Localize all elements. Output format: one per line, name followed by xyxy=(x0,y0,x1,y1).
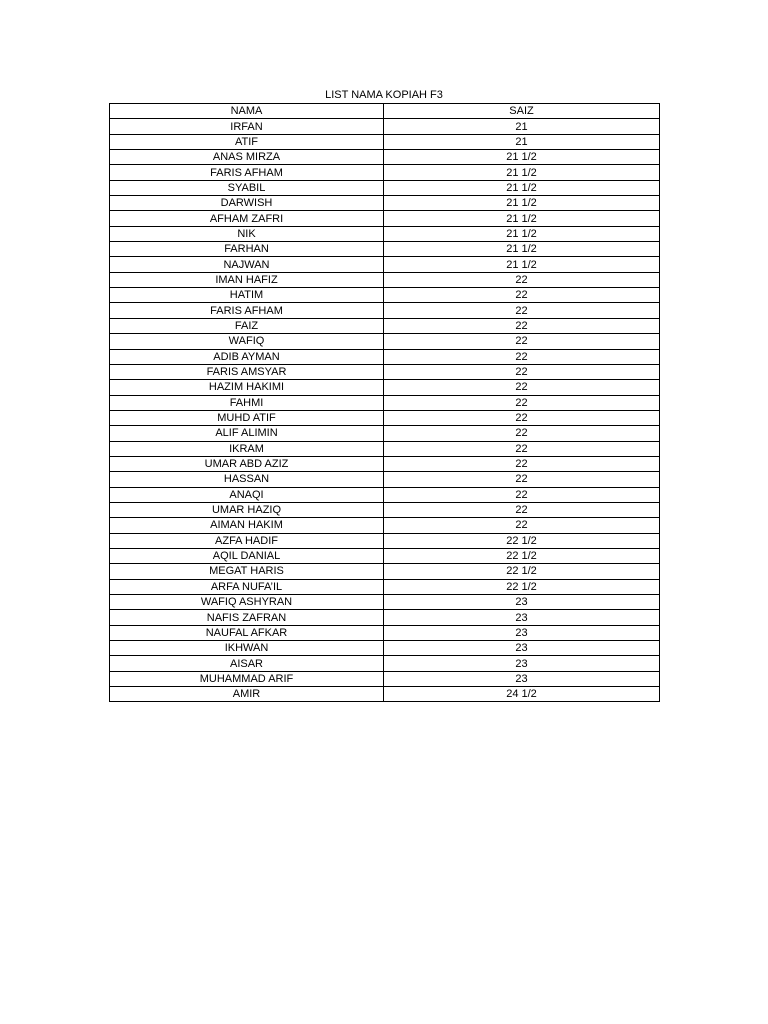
table-row xyxy=(110,502,660,517)
cell-name: IMAN HAFIZ xyxy=(110,272,384,287)
table-row xyxy=(110,610,660,625)
cell-size: 22 1/2 xyxy=(384,533,660,548)
cell-size: 24 1/2 xyxy=(384,687,660,702)
table-row xyxy=(110,533,660,548)
cell-size: 23 xyxy=(384,610,660,625)
table-row xyxy=(110,380,660,395)
column-header-size: SAIZ xyxy=(384,104,660,119)
cell-name: ADIB AYMAN xyxy=(110,349,384,364)
cell-name: NAFIS ZAFRAN xyxy=(110,610,384,625)
table-row xyxy=(110,349,660,364)
table-row xyxy=(110,625,660,640)
cell-size: 21 1/2 xyxy=(384,257,660,272)
cell-name: IRFAN xyxy=(110,119,384,134)
table-row xyxy=(110,687,660,702)
cell-name: ALIF ALIMIN xyxy=(110,426,384,441)
table-row xyxy=(110,134,660,149)
cell-name: NIK xyxy=(110,226,384,241)
cell-size: 23 xyxy=(384,671,660,686)
cell-size: 22 xyxy=(384,288,660,303)
cell-size: 22 xyxy=(384,303,660,318)
table-row xyxy=(110,595,660,610)
cell-size: 23 xyxy=(384,625,660,640)
cell-size: 22 xyxy=(384,426,660,441)
cell-name: ANAQI xyxy=(110,487,384,502)
table-row xyxy=(110,487,660,502)
table-row xyxy=(110,456,660,471)
cell-size: 21 1/2 xyxy=(384,196,660,211)
column-header-name: NAMA xyxy=(110,104,384,119)
cell-name: WAFIQ xyxy=(110,334,384,349)
cell-size: 22 xyxy=(384,410,660,425)
cell-size: 21 1/2 xyxy=(384,165,660,180)
cell-size: 22 xyxy=(384,349,660,364)
cell-name: AISAR xyxy=(110,656,384,671)
cell-name: FAIZ xyxy=(110,318,384,333)
cell-name: ARFA NUFA’IL xyxy=(110,579,384,594)
cell-size: 22 1/2 xyxy=(384,579,660,594)
table-row xyxy=(110,656,660,671)
cell-name: FARIS AFHAM xyxy=(110,165,384,180)
cell-size: 21 xyxy=(384,119,660,134)
cell-name: IKHWAN xyxy=(110,641,384,656)
cell-name: WAFIQ ASHYRAN xyxy=(110,595,384,610)
table-row xyxy=(110,671,660,686)
table-row xyxy=(110,395,660,410)
cell-name: MUHD ATIF xyxy=(110,410,384,425)
cell-name: AMIR xyxy=(110,687,384,702)
cell-size: 21 1/2 xyxy=(384,226,660,241)
cell-name: UMAR ABD AZIZ xyxy=(110,456,384,471)
cell-name: AQIL DANIAL xyxy=(110,548,384,563)
cell-size: 21 xyxy=(384,134,660,149)
table-row xyxy=(110,242,660,257)
table-row xyxy=(110,180,660,195)
cell-name: FAHMI xyxy=(110,395,384,410)
table-row xyxy=(110,150,660,165)
cell-size: 22 xyxy=(384,395,660,410)
cell-size: 22 xyxy=(384,380,660,395)
cell-name: IKRAM xyxy=(110,441,384,456)
cell-size: 21 1/2 xyxy=(384,211,660,226)
table-row xyxy=(110,579,660,594)
cell-size: 22 xyxy=(384,364,660,379)
cell-size: 22 1/2 xyxy=(384,564,660,579)
table-row xyxy=(110,410,660,425)
cell-name: MUHAMMAD ARIF xyxy=(110,671,384,686)
cell-name: HAZIM HAKIMI xyxy=(110,380,384,395)
table-row xyxy=(110,211,660,226)
table-row xyxy=(110,548,660,563)
table-row xyxy=(110,303,660,318)
kopiah-size-table xyxy=(109,103,660,702)
table-row xyxy=(110,288,660,303)
cell-size: 23 xyxy=(384,641,660,656)
cell-size: 22 xyxy=(384,472,660,487)
table-row xyxy=(110,426,660,441)
table-row xyxy=(110,119,660,134)
cell-name: FARHAN xyxy=(110,242,384,257)
table-body xyxy=(110,119,660,702)
table-row xyxy=(110,272,660,287)
cell-name: NAUFAL AFKAR xyxy=(110,625,384,640)
cell-size: 21 1/2 xyxy=(384,150,660,165)
cell-size: 22 xyxy=(384,334,660,349)
table-row xyxy=(110,318,660,333)
cell-name: UMAR HAZIQ xyxy=(110,502,384,517)
cell-size: 22 xyxy=(384,441,660,456)
table-header-row xyxy=(110,104,660,119)
cell-size: 22 xyxy=(384,518,660,533)
cell-name: DARWISH xyxy=(110,196,384,211)
table-row xyxy=(110,641,660,656)
table-row xyxy=(110,564,660,579)
table-row xyxy=(110,364,660,379)
cell-size: 22 xyxy=(384,272,660,287)
table-row xyxy=(110,226,660,241)
cell-name: ATIF xyxy=(110,134,384,149)
cell-name: AZFA HADIF xyxy=(110,533,384,548)
cell-name: FARIS AMSYAR xyxy=(110,364,384,379)
table-row xyxy=(110,441,660,456)
cell-size: 23 xyxy=(384,595,660,610)
cell-name: AFHAM ZAFRI xyxy=(110,211,384,226)
cell-size: 22 xyxy=(384,502,660,517)
cell-size: 22 xyxy=(384,456,660,471)
cell-size: 21 1/2 xyxy=(384,242,660,257)
cell-name: AIMAN HAKIM xyxy=(110,518,384,533)
cell-name: MEGAT HARIS xyxy=(110,564,384,579)
table-row xyxy=(110,334,660,349)
table-row xyxy=(110,518,660,533)
cell-size: 22 xyxy=(384,318,660,333)
cell-name: SYABIL xyxy=(110,180,384,195)
cell-name: NAJWAN xyxy=(110,257,384,272)
cell-name: ANAS MIRZA xyxy=(110,150,384,165)
table-row xyxy=(110,196,660,211)
table-row xyxy=(110,257,660,272)
cell-size: 21 1/2 xyxy=(384,180,660,195)
table-row xyxy=(110,472,660,487)
table-row xyxy=(110,165,660,180)
cell-name: FARIS AFHAM xyxy=(110,303,384,318)
cell-size: 23 xyxy=(384,656,660,671)
page-title: LIST NAMA KOPIAH F3 xyxy=(325,89,443,101)
cell-name: HASSAN xyxy=(110,472,384,487)
cell-size: 22 xyxy=(384,487,660,502)
cell-size: 22 1/2 xyxy=(384,548,660,563)
cell-name: HATIM xyxy=(110,288,384,303)
